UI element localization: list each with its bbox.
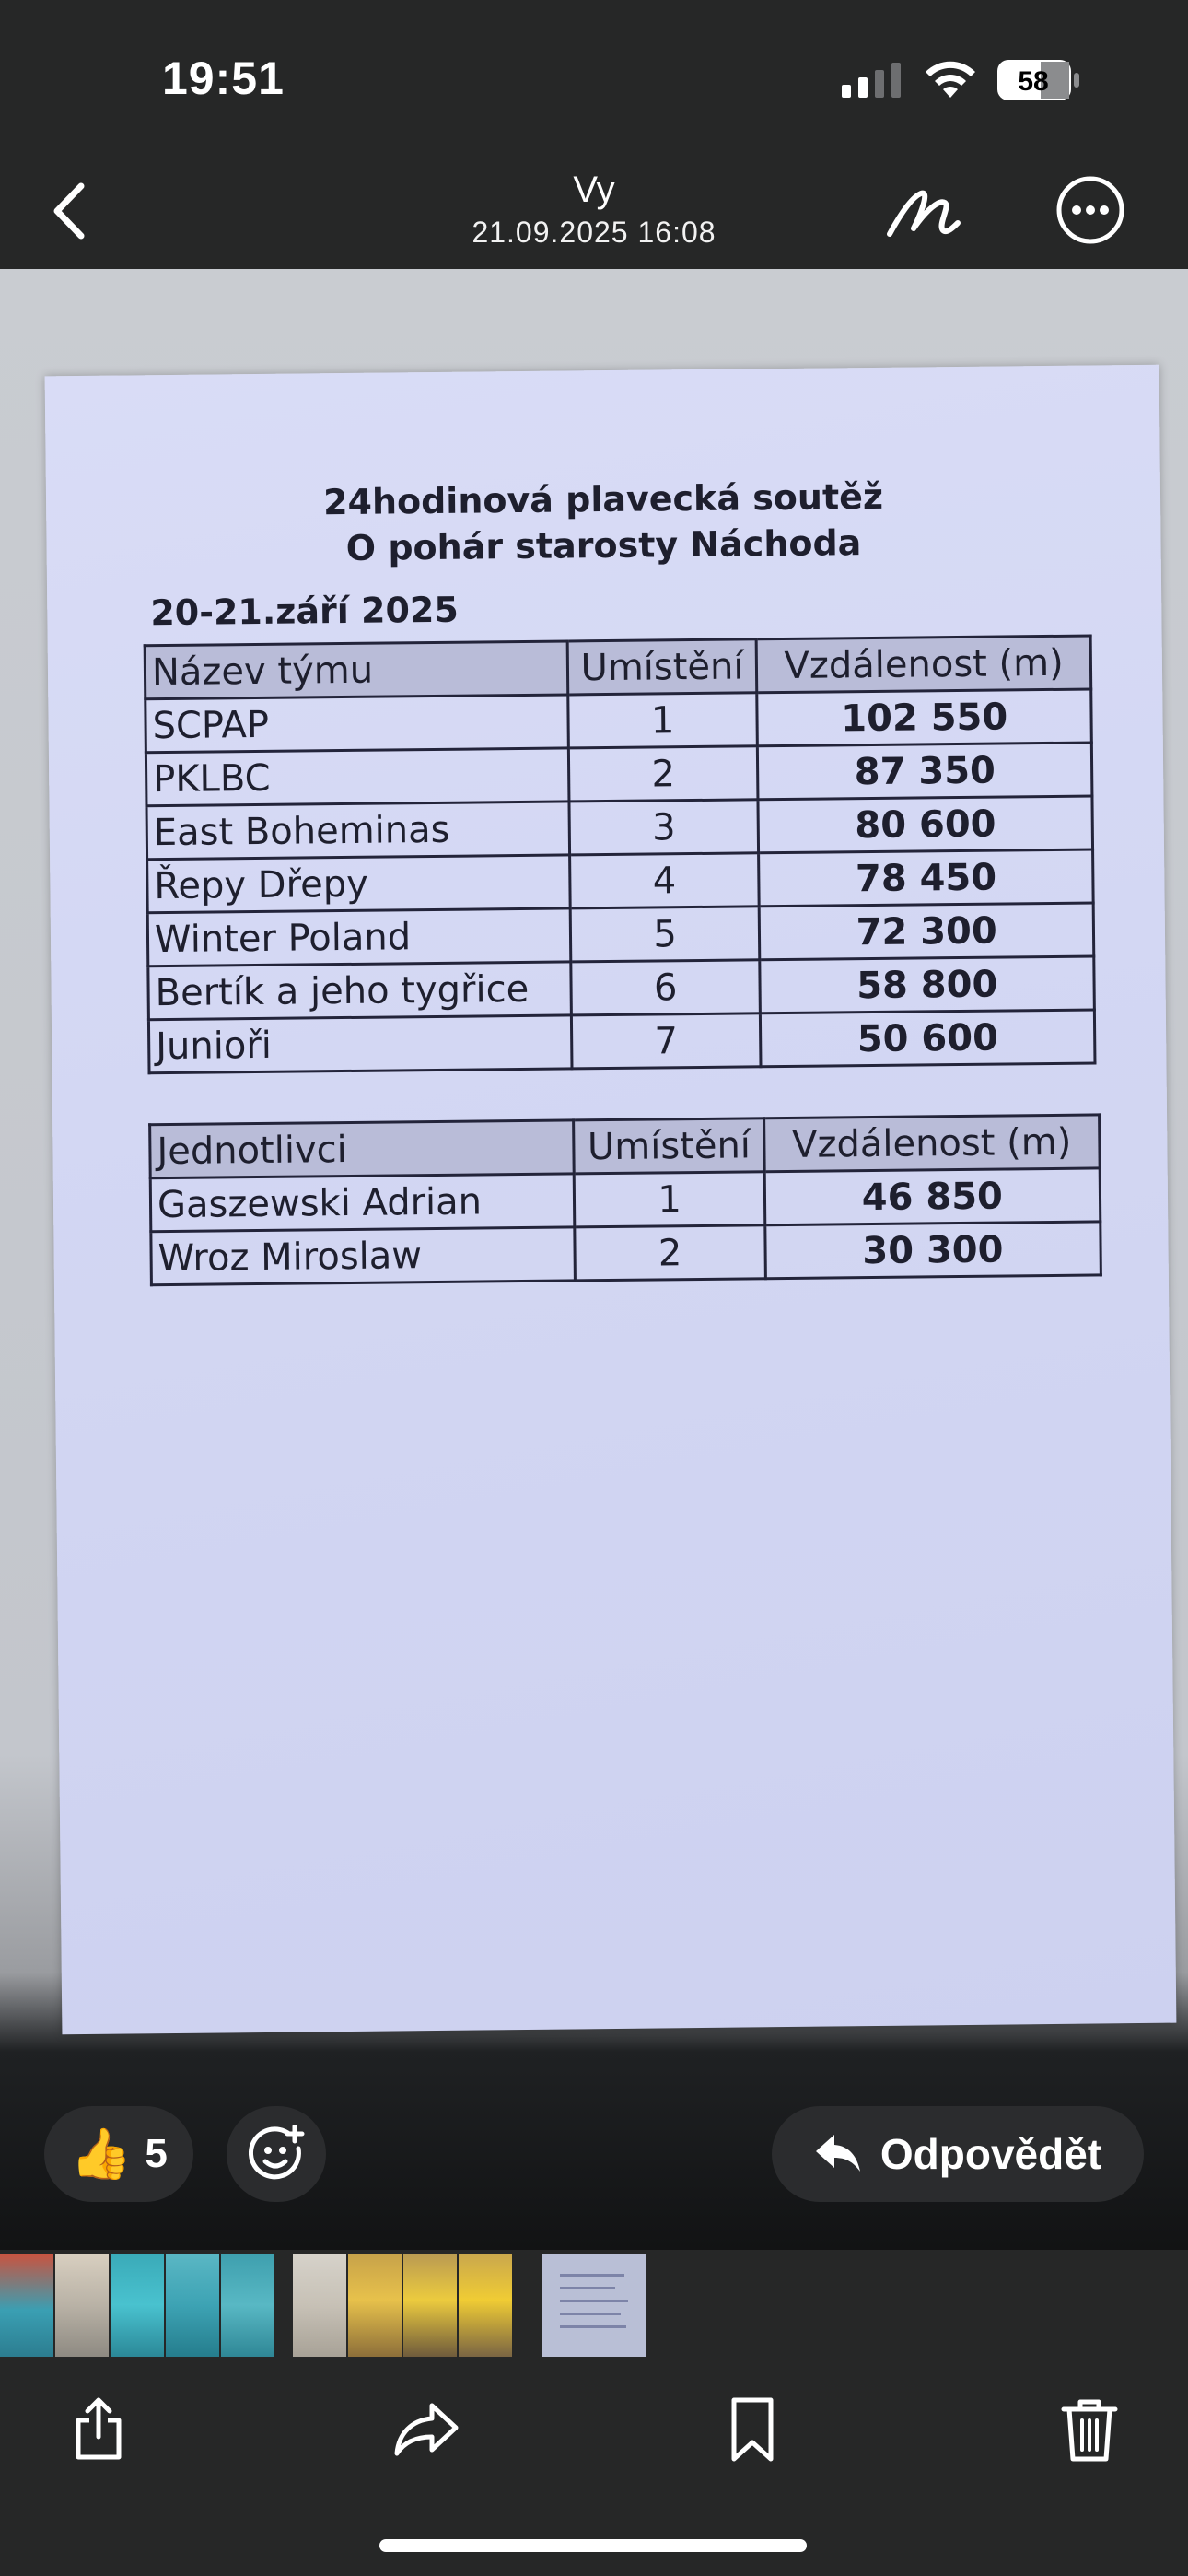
- share-button[interactable]: [57, 2388, 140, 2471]
- team-name: Winter Poland: [147, 908, 570, 966]
- table-row: [151, 1222, 1101, 1285]
- bookmark-icon: [727, 2396, 778, 2463]
- swimmer-name: Gaszewski Adrian: [150, 1174, 575, 1232]
- battery-icon: [996, 59, 1081, 101]
- cellular-signal-icon: [840, 61, 904, 98]
- team-name: East Boheminas: [146, 802, 569, 860]
- reaction-pill[interactable]: [44, 2106, 193, 2202]
- team-name: Bertík a jeho tygřice: [148, 962, 571, 1020]
- wifi-icon: [921, 55, 980, 101]
- thumbnail[interactable]: [111, 2254, 164, 2357]
- table-header-row: [150, 1115, 1101, 1178]
- thumbs-up-icon: 👍: [70, 2125, 133, 2182]
- team-distance: 78 450: [759, 849, 1093, 907]
- team-name: Řepy Dřepy: [147, 855, 570, 913]
- swimmer-distance: 30 300: [764, 1222, 1101, 1279]
- team-distance: 50 600: [761, 1010, 1095, 1067]
- team-distance: 80 600: [758, 796, 1092, 853]
- home-indicator[interactable]: [379, 2539, 807, 2552]
- reply-button[interactable]: [772, 2106, 1144, 2202]
- table-row: [148, 1010, 1095, 1073]
- nav-subtitle: 21.09.2025 16:08: [472, 216, 716, 249]
- thumbnail[interactable]: [166, 2254, 219, 2357]
- status-time: 19:51: [162, 53, 285, 104]
- thumbnail-strip[interactable]: [0, 2250, 1188, 2360]
- document-subtitle: O pohár starosty Náchoda: [345, 522, 862, 568]
- delete-button[interactable]: [1048, 2388, 1131, 2471]
- table-row: [146, 689, 1092, 753]
- team-rank: 1: [568, 693, 758, 748]
- teams-table: [144, 634, 1097, 1074]
- team-name: SCPAP: [146, 695, 568, 753]
- thumbnail[interactable]: [55, 2254, 109, 2357]
- forward-icon: [391, 2400, 461, 2459]
- team-rank: 2: [568, 746, 758, 802]
- column-header: Název týmu: [145, 641, 567, 699]
- more-options-icon[interactable]: [1054, 173, 1127, 247]
- column-header: Jednotlivci: [150, 1120, 575, 1178]
- status-bar: [0, 0, 1188, 157]
- add-emoji-icon: [247, 2125, 306, 2184]
- thumbnail[interactable]: [403, 2254, 457, 2357]
- team-name: Junioři: [148, 1015, 571, 1073]
- reply-label: Odpovědět: [879, 2130, 1102, 2178]
- table-row: [147, 849, 1094, 913]
- thumbnail[interactable]: [293, 2254, 346, 2357]
- document-photo: [45, 365, 1177, 2035]
- battery-level: 58: [1018, 66, 1049, 97]
- team-rank: 6: [571, 960, 761, 1015]
- nav-title: Vy: [573, 170, 615, 210]
- swimmer-distance: 46 850: [764, 1168, 1101, 1225]
- team-rank: 7: [571, 1013, 761, 1069]
- share-icon: [69, 2396, 128, 2463]
- table-row: [148, 956, 1095, 1020]
- reaction-count: 5: [145, 2131, 168, 2176]
- nav-bar: [0, 157, 1188, 269]
- photo-viewer[interactable]: [0, 269, 1188, 2250]
- team-rank: 4: [569, 853, 759, 908]
- table-header-row: [145, 636, 1091, 699]
- thumbnail[interactable]: [0, 2254, 53, 2357]
- team-distance: 72 300: [760, 903, 1094, 960]
- team-name: PKLBC: [146, 748, 568, 806]
- trash-icon: [1060, 2396, 1119, 2463]
- bookmark-button[interactable]: [711, 2388, 794, 2471]
- table-row: [147, 903, 1094, 966]
- team-distance: 87 350: [758, 743, 1092, 800]
- column-header: Vzdálenost (m): [756, 636, 1090, 693]
- thumbnail[interactable]: [348, 2254, 402, 2357]
- reply-arrow-icon: [814, 2133, 862, 2175]
- team-distance: 102 550: [757, 689, 1091, 746]
- swimmer-name: Wroz Miroslaw: [151, 1227, 576, 1285]
- thumbnail-selected[interactable]: [542, 2254, 646, 2357]
- swimmer-rank: 2: [575, 1225, 765, 1281]
- add-reaction-button[interactable]: [227, 2106, 326, 2202]
- team-rank: 3: [569, 800, 759, 855]
- column-header: Umístění: [574, 1118, 764, 1174]
- column-header: Vzdálenost (m): [763, 1115, 1100, 1172]
- thumbnail[interactable]: [459, 2254, 512, 2357]
- markup-icon[interactable]: [880, 177, 963, 251]
- team-rank: 5: [570, 907, 760, 962]
- team-distance: 58 800: [760, 956, 1094, 1013]
- forward-button[interactable]: [385, 2388, 468, 2471]
- individuals-table: [148, 1113, 1102, 1286]
- document-title: 24hodinová plavecká soutěž: [322, 475, 884, 523]
- document-date: 20-21.září 2025: [150, 589, 460, 634]
- table-row: [146, 743, 1092, 806]
- thumbnail[interactable]: [221, 2254, 274, 2357]
- swimmer-rank: 1: [575, 1172, 765, 1227]
- table-row: [150, 1168, 1101, 1232]
- column-header: Umístění: [567, 639, 757, 695]
- table-row: [146, 796, 1093, 860]
